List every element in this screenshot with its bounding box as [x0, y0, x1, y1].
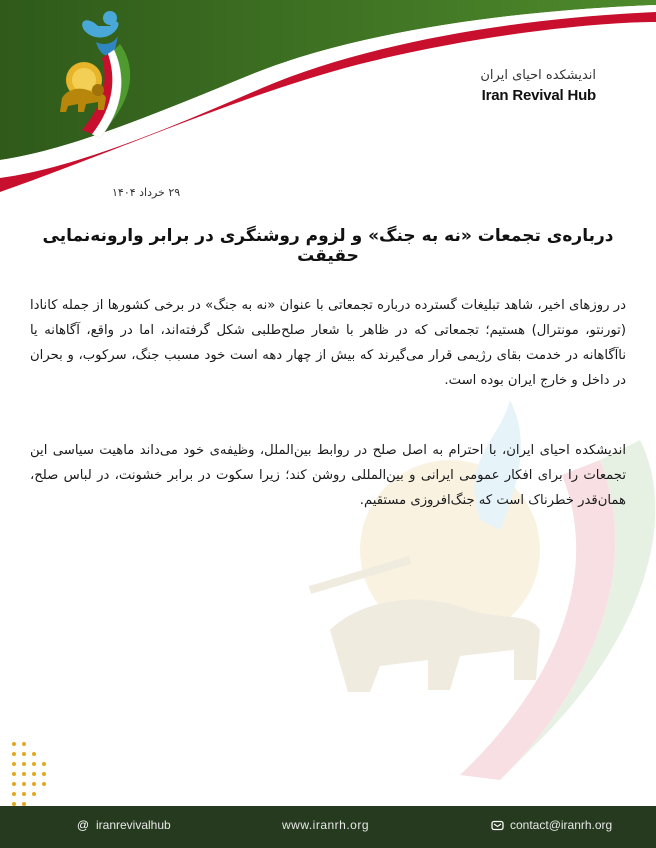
footer-website-text: www.iranrh.org	[282, 818, 370, 832]
footer-handle[interactable]	[76, 818, 171, 832]
document-date: ۲۹ خرداد ۱۴۰۴	[112, 186, 181, 199]
org-name-english: Iran Revival Hub	[481, 87, 596, 104]
footer-website[interactable]	[282, 818, 369, 832]
body-paragraph-2: اندیشکده احیای ایران، با احترام به اصل صلح در روابط بین‌الملل، وظیفه‌ی خود می‌داند ماهیت سیاسی این تجمعات را برای افکار عمومی ایرانی و بین‌المللی روشن کند؛ زیرا سکوت در برابر خشونت، در لباس صلح، همان‌قدر خطرناک است که جنگ‌افروزی مستقیم.	[30, 443, 626, 508]
body-paragraph-1: در روزهای اخیر، شاهد تبلیغات گسترده درباره تجمعاتی با عنوان «نه به جنگ» در برخی کشورها از جمله کانادا (تورنتو، مونترال) هستیم؛ تجمعاتی که در ظاهر با شعار صلح‌طلبی شکل گرفته‌اند، اما در واقع، آگاهانه یا ناآگاهانه در خدمت بقای رژیمی قرار می‌گیرند که بیش از چهار دهه است خود مسبب جنگ، سرکوب، و بحران در داخل و خارج ایران بوده است.	[30, 298, 626, 388]
email-icon	[490, 818, 504, 832]
logo-emblem	[48, 6, 148, 146]
footer-bar	[0, 806, 656, 848]
org-name-persian: اندیشکده احیای ایران	[480, 68, 596, 83]
footer-handle-text: iranrevivalhub	[96, 818, 171, 832]
document-title: درباره‌ی تجمعات «نه به جنگ» و لزوم روشنگری در برابر وارونه‌نمایی حقیقت	[42, 226, 614, 266]
footer-email-text: contact@iranrh.org	[510, 818, 613, 832]
org-name-block	[480, 68, 596, 104]
footer-email[interactable]	[490, 818, 612, 832]
at-icon: @	[76, 818, 90, 832]
